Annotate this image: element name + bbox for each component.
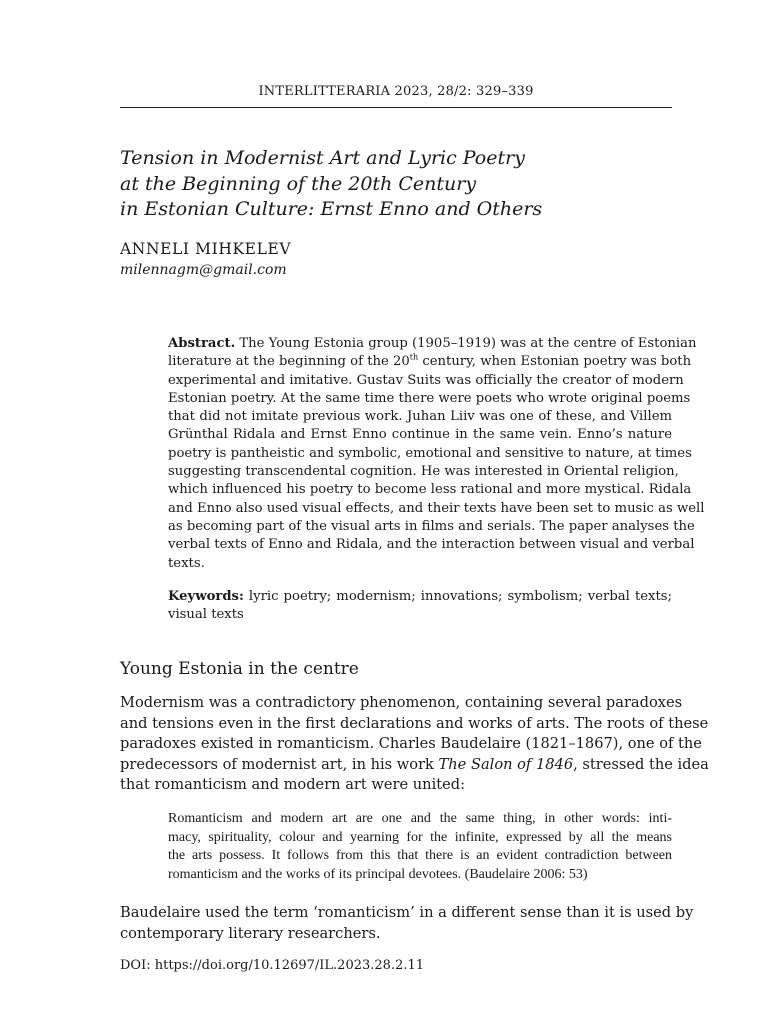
body-line: contemporary literary researchers. xyxy=(120,924,381,942)
body-line: paradoxes existed in romanticism. Charles Baudelaire (1821–1867), one of the xyxy=(120,735,702,753)
abstract-line: as becoming part of the visual arts in films and serials. The paper analyses the xyxy=(168,518,695,534)
block-quote xyxy=(168,810,672,884)
abstract xyxy=(168,335,705,573)
quote-line: the arts possess. It follows from this that there is an evident contradiction between xyxy=(168,848,672,864)
abstract-line: Grünthal Ridala and Ernst Enno continue in the same vein. Enno’s nature xyxy=(168,427,672,443)
abstract-line: Abstract. The Young Estonia group (1905–1919) was at the centre of Estonian xyxy=(168,336,697,351)
abstract-line: Estonian poetry. At the same time there were poets who wrote original poems xyxy=(168,390,691,406)
abstract-line: literature at the beginning of the 20th century, when Estonian poetry was both xyxy=(168,352,692,370)
keywords-label: Keywords: xyxy=(168,589,244,604)
author-email[interactable]: milennagm@gmail.com xyxy=(120,262,287,278)
body-line: predecessors of modernist art, in his work The Salon of 1846, stressed the idea xyxy=(120,755,709,773)
body-line: that romanticism and modern art were united: xyxy=(120,776,465,794)
doi-link[interactable]: DOI: https://doi.org/10.12697/IL.2023.28.2.11 xyxy=(120,958,425,973)
body-paragraph xyxy=(120,693,709,796)
abstract-line: experimental and imitative. Gustav Suits was officially the creator of modern xyxy=(168,372,684,388)
abstract-line: verbal texts of Enno and Ridala, and the interaction between visual and verbal xyxy=(168,537,695,553)
quote-line: romanticism and the works of its principal devotees. (Baudelaire 2006: 53) xyxy=(168,866,588,882)
abstract-line: that did not imitate previous work. Juhan Liiv was one of these, and Villem xyxy=(168,409,672,425)
abstract-line: poetry is pantheistic and symbolic, emotional and sensitive to nature, at times xyxy=(168,445,692,461)
keywords-line: visual texts xyxy=(168,607,244,623)
quote-line: Romanticism and modern art are one and the same thing, in other words: inti- xyxy=(168,811,672,826)
author-name: ANNELI MIHKELEV xyxy=(120,240,292,258)
title-line-2: at the Beginning of the 20th Century xyxy=(120,172,477,195)
journal-header: INTERLITTERARIA 2023, 28/2: 329–339 xyxy=(258,84,534,99)
body-paragraph xyxy=(120,903,694,944)
article-title xyxy=(120,146,680,223)
abstract-label: Abstract. xyxy=(168,336,236,351)
body-line: and tensions even in the first declarations and works of arts. The roots of these xyxy=(120,714,709,732)
abstract-line: texts. xyxy=(168,555,205,571)
title-line-3: in Estonian Culture: Ernst Enno and Others xyxy=(120,198,543,220)
work-title: The Salon of 1846 xyxy=(438,755,574,773)
keywords-line: Keywords: lyric poetry; modernism; innovations; symbolism; verbal texts; xyxy=(168,589,672,604)
section-heading: Young Estonia in the centre xyxy=(120,659,359,679)
body-line: Baudelaire used the term ‘romanticism’ in a different sense than it is used by xyxy=(120,904,694,921)
header-rule xyxy=(120,107,672,108)
keywords xyxy=(168,588,672,625)
body-line: Modernism was a contradictory phenomenon, containing several paradoxes xyxy=(120,694,683,711)
abstract-line: and Enno also used visual effects, and their texts have been set to music as well xyxy=(168,500,705,516)
abstract-line: which influenced his poetry to become less rational and more mystical. Ridala xyxy=(168,482,692,498)
quote-line: macy, spirituality, colour and yearning for the infinite, expressed by all the means xyxy=(168,829,672,845)
abstract-line: suggesting transcendental cognition. He was interested in Oriental religion, xyxy=(168,464,679,480)
title-line-1: Tension in Modernist Art and Lyric Poetry xyxy=(120,147,525,169)
